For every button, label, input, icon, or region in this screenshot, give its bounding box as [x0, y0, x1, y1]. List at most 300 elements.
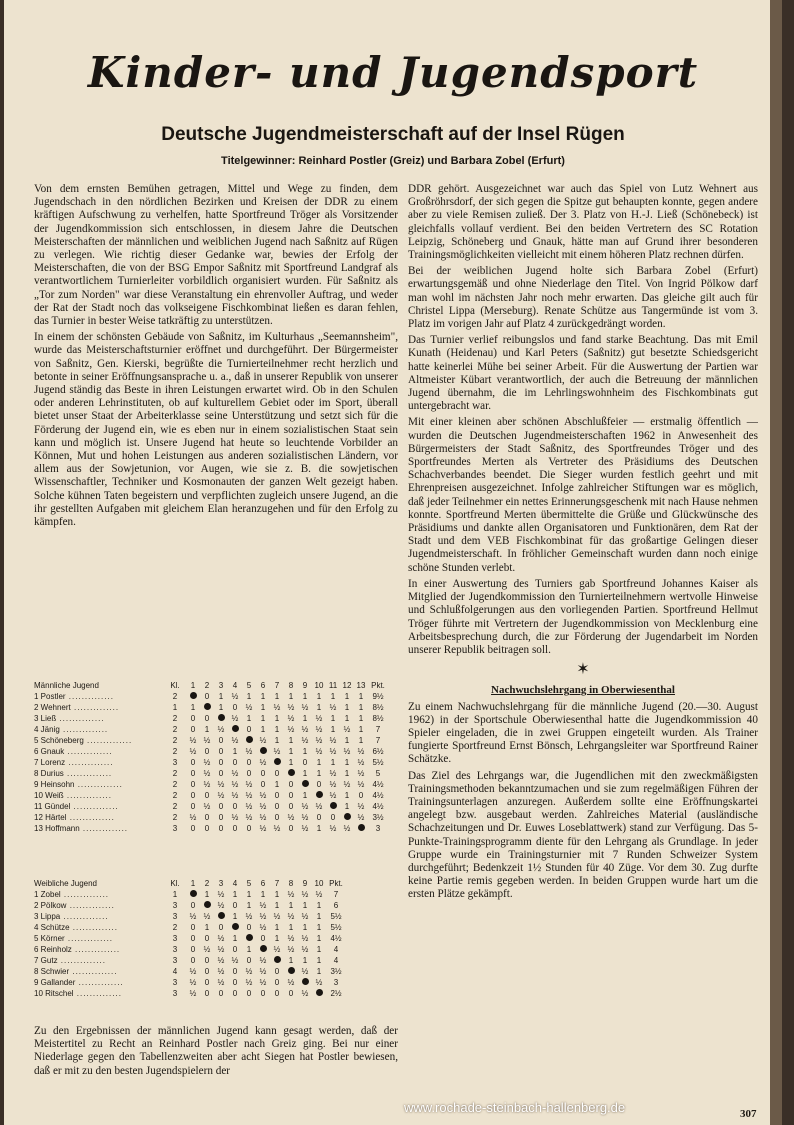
result-cell: 1 — [288, 758, 294, 767]
result-cell: ½ — [357, 780, 365, 789]
self-pairing-dot-icon — [274, 956, 281, 963]
table-row — [34, 944, 346, 955]
leader-dots: .............. — [56, 714, 105, 723]
result-cell: 0 — [288, 791, 294, 800]
result-cell: 0 — [288, 824, 294, 833]
result-cell: 1 — [232, 890, 238, 899]
column-header: 12 — [342, 681, 352, 690]
result-cell: 1 — [274, 780, 280, 789]
result-cell: 0 — [274, 791, 280, 800]
result-cell: 0 — [190, 945, 196, 954]
result-cell: 1 — [316, 934, 322, 943]
self-pairing-dot-icon — [260, 945, 267, 952]
player-name-cell: 5 Körner .............. — [34, 934, 114, 943]
column-header: 2 — [204, 681, 210, 690]
column-header: 1 — [190, 879, 196, 888]
result-cell — [284, 966, 298, 977]
left-bottom-text — [34, 1025, 398, 1081]
result-cell: ½ — [329, 703, 337, 712]
male-results-table — [34, 680, 388, 834]
result-cell: 1 — [302, 791, 308, 800]
result-cell: 1 — [288, 692, 294, 701]
table-header-row — [34, 878, 346, 889]
result-cell: 0 — [204, 824, 210, 833]
result-cell: ½ — [357, 813, 365, 822]
result-cell: ½ — [259, 923, 267, 932]
result-cell: 0 — [246, 758, 252, 767]
result-cell: 1 — [260, 692, 266, 701]
result-cell: ½ — [301, 989, 309, 998]
result-cell: ½ — [245, 747, 253, 756]
player-name-cell: 9 Heinsohn .............. — [34, 780, 123, 789]
result-cell: ½ — [245, 780, 253, 789]
paragraph: Mit einer kleinen aber schönen Abschlußfeier — erstmalig öffentlich — wurden die Deutschen Jugendmeisterschaften 1962 in Anwesenheit des Bürgermeisters der Stadt Saßnitz, des Sportfreundes Tröger und des Sportfreundes Merten als Vertreter des Präsidiums des Deutschen Schachverbandes beendet. Die Sieger wurden festlich geehrt und mit Ehrenpreisen ausgezeichnet. Infolge zahlreicher Stiftungen war es möglich, daß jeder Teilnehmer ein nettes Erinnerungsgeschenk mit nach Hause nehmen konnte. Sportfreund Merten übermittelte die Grüße und Glückwünsche des Präsidiums und dankte allen Organisatoren und Funktionären, dem Rat der Stadt und dem VEB Fischkombinat für das großartige Gelingen dieser Jugendmeisterschaft. In fröhlicher Gemeinschaft wurden dann noch einige schöne Stunden verlebt. — [408, 416, 758, 574]
result-cell: ½ — [329, 824, 337, 833]
result-cell: 1 — [316, 923, 322, 932]
player-name-cell: 4 Jänig .............. — [34, 725, 109, 734]
result-cell: 1 — [316, 703, 322, 712]
result-cell: 4 — [172, 967, 178, 976]
result-cell: 0 — [246, 725, 252, 734]
result-cell: 1 — [218, 703, 224, 712]
result-cell: 1 — [358, 703, 364, 712]
result-cell: 0 — [358, 791, 364, 800]
result-cell: ½ — [245, 978, 253, 987]
paragraph: In einem der schönsten Gebäude von Saßnitz, im Kulturhaus „Seemannsheim", wurde das Meisterschaftsturnier eröffnet und durchgeführt. Der Bürgermeister von Saßnitz, Gen. Kierski, begrüßte die Turnierteilnehmer recht herzlich und betonte in seiner Eröffnungsansprache u. a., daß in unserer Republik von unserer Jugend ständig das Beste in ihren Leistungen erwartet wird. Ob in den Schulen oder anderen Lehrinstituten, ob auf kulturellem Gebiet oder im Sport, überall bietet unser Staat der Arbeiterklasse seine Unterstützung und setzt sich für die Förderung der Jugend ein, wie es eben nur in einem sozialistischen Staat sein kann und möglich ist. Unsere Jugend hat heute so leuchtende Vorbilder an Können, Mut und hohen Leistungen aus anderen sozialistischen Ländern, vor allem aus der Sowjetunion, vor Augen, wie sie z. B. die sowjetischen Wissenschaftler, Techniker und Kosmonauten der ganzen Welt gezeigt haben. Solche kühnen Taten begeistern und verpflichten zugleich unsere Jugend, an die ihr gestellten Aufgaben mit gleichem Elan heranzugehen und für den Erfolg zu kämpfen. — [34, 331, 398, 529]
result-cell: 0 — [232, 989, 238, 998]
column-header: Kl. — [170, 681, 180, 690]
player-name-cell: 1 Postler .............. — [34, 692, 114, 701]
result-cell: ½ — [315, 747, 323, 756]
result-cell: 0 — [316, 813, 322, 822]
result-cell: ½ — [343, 780, 351, 789]
result-cell: ½ — [245, 967, 253, 976]
result-cell: ½ — [273, 703, 281, 712]
player-name-cell: 5 Schöneberg .............. — [34, 736, 133, 745]
result-cell: ½ — [287, 703, 295, 712]
leader-dots: .............. — [74, 780, 123, 789]
player-name-cell: 13 Hoffmann .............. — [34, 824, 129, 833]
column-header: 3 — [218, 681, 224, 690]
table-row — [34, 757, 388, 768]
result-cell: ½ — [329, 791, 337, 800]
result-cell: 0 — [302, 758, 308, 767]
column-header: 8 — [288, 879, 294, 888]
section-banner: Kinder- und Jugendsport — [87, 48, 699, 97]
self-pairing-dot-icon — [302, 780, 309, 787]
result-cell: ½ — [189, 912, 197, 921]
result-cell: ½ — [203, 912, 211, 921]
player-name-cell: 6 Gnauk .............. — [34, 747, 113, 756]
result-cell: ½ — [259, 967, 267, 976]
result-cell: ½ — [231, 736, 239, 745]
result-cell: 1 — [232, 747, 238, 756]
result-cell — [228, 724, 242, 735]
result-cell: ½ — [231, 692, 239, 701]
result-cell: ½ — [301, 824, 309, 833]
result-cell: 0 — [232, 901, 238, 910]
leader-dots: .............. — [63, 791, 112, 800]
table-row — [34, 735, 388, 746]
result-cell: 0 — [190, 956, 196, 965]
player-name-cell: 9 Gallander .............. — [34, 978, 124, 987]
result-cell: 1 — [316, 912, 322, 921]
page-number: 307 — [740, 1108, 757, 1120]
leader-dots: .............. — [60, 890, 110, 899]
result-cell: ½ — [315, 725, 323, 734]
result-cell: ½ — [329, 769, 337, 778]
result-cell: ½ — [287, 978, 295, 987]
player-name-cell: 10 Weiß .............. — [34, 791, 112, 800]
column-header: 4 — [232, 681, 238, 690]
result-cell: 5½ — [330, 923, 342, 932]
result-cell: ½ — [203, 758, 211, 767]
table-row — [34, 746, 388, 757]
result-cell: ½ — [259, 824, 267, 833]
result-cell — [186, 889, 200, 900]
nachwuchs-heading: Nachwuchslehrgang in Oberwiesenthal — [491, 684, 675, 697]
result-cell: ½ — [301, 934, 309, 943]
result-cell — [312, 790, 326, 801]
result-cell: 1 — [302, 956, 308, 965]
result-cell: 0 — [260, 989, 266, 998]
leader-dots: .............. — [71, 945, 121, 954]
result-cell: 4½ — [372, 791, 384, 800]
player-name-cell: 2 Pölkow .............. — [34, 901, 115, 910]
table-row — [34, 977, 346, 988]
result-cell — [270, 955, 284, 966]
self-pairing-dot-icon — [288, 967, 295, 974]
result-cell: 2 — [172, 747, 178, 756]
result-cell: 1 — [260, 714, 266, 723]
self-pairing-dot-icon — [218, 714, 225, 721]
result-cell — [228, 922, 242, 933]
result-cell: 1 — [330, 714, 336, 723]
result-cell: 1 — [358, 725, 364, 734]
player-name-cell: 10 Ritschel .............. — [34, 989, 122, 998]
result-cell: ½ — [301, 703, 309, 712]
self-pairing-dot-icon — [204, 901, 211, 908]
result-cell: 1 — [288, 747, 294, 756]
player-name-cell: 2 Wehnert .............. — [34, 703, 120, 712]
table-row — [34, 691, 388, 702]
result-cell: ½ — [217, 725, 225, 734]
result-cell: 3 — [172, 945, 178, 954]
result-cell: 0 — [190, 758, 196, 767]
result-cell: ½ — [259, 956, 267, 965]
result-cell: 1 — [204, 890, 210, 899]
result-cell: 3½ — [372, 813, 384, 822]
self-pairing-dot-icon — [316, 791, 323, 798]
result-cell: 1 — [302, 901, 308, 910]
result-cell: 1 — [246, 692, 252, 701]
result-cell: ½ — [231, 791, 239, 800]
result-cell: 7 — [375, 725, 381, 734]
result-cell: ½ — [287, 725, 295, 734]
paragraph: Das Ziel des Lehrgangs war, die Jugendlichen mit den zweckmäßigsten Trainingsmethoden bekanntzumachen und sie zum regelmäßigen Führen der Trainingsunterlagen anzuregen. Außerdem sollte eine Eröffnungskartei angelegt bzw. ausgebaut werden. Zahlreiches Material (ausländische Schachzeitungen und Dr. Euwes Loseblattwerk) stand zur Verfügung. Das 5-Punkte-Trainingsprogramm diente für den Lehrgang als Grundlage. In jeder Gruppe wurde ein Trainingsturnier mit 7 Runden Schweizer System durchgeführt; Bedenkzeit 1½ Stunden für 40 Züge. Vor dem 30. Zug durfte keine Partie remis gegeben werden. In beiden Gruppen wurde hart um die ersten Plätze gekämpft. — [408, 769, 758, 901]
result-cell: 0 — [246, 956, 252, 965]
column-header: Weibliche Jugend — [34, 879, 98, 888]
result-cell: 0 — [190, 934, 196, 943]
player-name-cell: 8 Durius .............. — [34, 769, 113, 778]
result-cell: 2 — [172, 769, 178, 778]
result-cell: 1 — [246, 890, 252, 899]
leader-dots: .............. — [79, 824, 129, 833]
leader-dots: .............. — [69, 967, 118, 976]
result-cell: 2 — [172, 923, 178, 932]
self-pairing-dot-icon — [218, 912, 225, 919]
column-header: 5 — [246, 879, 252, 888]
result-cell: 0 — [204, 714, 210, 723]
result-cell: 2 — [172, 736, 178, 745]
table-row — [34, 955, 346, 966]
table-row — [34, 713, 388, 724]
leader-dots: .............. — [59, 725, 109, 734]
table-row — [34, 801, 388, 812]
result-cell: 0 — [190, 725, 196, 734]
result-cell: 0 — [218, 824, 224, 833]
column-header: 3 — [218, 879, 224, 888]
result-cell: ½ — [259, 758, 267, 767]
leader-dots: .............. — [69, 923, 118, 932]
player-name-cell: 3 Ließ .............. — [34, 714, 105, 723]
result-cell: 7 — [333, 890, 339, 899]
result-cell: 1 — [172, 703, 178, 712]
result-cell: 1 — [172, 890, 178, 899]
result-cell — [312, 988, 326, 999]
result-cell: 0 — [190, 769, 196, 778]
column-header: 7 — [274, 879, 280, 888]
result-cell: ½ — [217, 956, 225, 965]
result-cell: 1 — [316, 824, 322, 833]
result-cell — [284, 768, 298, 779]
leader-dots: .............. — [70, 703, 120, 712]
result-cell: 1 — [344, 714, 350, 723]
leader-dots: .............. — [73, 989, 122, 998]
paragraph: Das Turnier verlief reibungslos und fand starke Beachtung. Das mit Emil Kunath (Heidenau) und Karl Peters (Saßnitz) gut besetzte Schiedsgericht hatte keinerlei Mühe bei seiner Arbeit. Für die Auswertung der Partien war Altmeister Kübart verantwortlich, der auch die Betreuung der männlichen Jugend übernahm, die im Lehrlingswohnheim des Fischkombinats gut untergebracht war. — [408, 334, 758, 413]
result-cell: ½ — [259, 813, 267, 822]
result-cell: 0 — [218, 736, 224, 745]
result-cell: ½ — [301, 725, 309, 734]
column-header: 6 — [260, 681, 266, 690]
result-cell: ½ — [301, 736, 309, 745]
column-header: 10 — [314, 879, 324, 888]
result-cell: ½ — [315, 714, 323, 723]
result-cell: 1 — [274, 725, 280, 734]
result-cell: ½ — [259, 791, 267, 800]
table-row — [34, 988, 346, 999]
result-cell: 1 — [260, 890, 266, 899]
result-cell: 2 — [172, 791, 178, 800]
table-row — [34, 779, 388, 790]
table-row — [34, 823, 388, 834]
result-cell: 0 — [260, 769, 266, 778]
result-cell: 1 — [204, 923, 210, 932]
result-cell: 1 — [316, 967, 322, 976]
result-cell: 0 — [274, 769, 280, 778]
result-cell: 1 — [344, 791, 350, 800]
result-cell: 0 — [232, 802, 238, 811]
result-cell: 0 — [232, 824, 238, 833]
result-cell: 3 — [333, 978, 339, 987]
result-cell: 2½ — [330, 989, 342, 998]
result-cell: ½ — [301, 945, 309, 954]
result-cell: 1 — [358, 736, 364, 745]
leader-dots: .............. — [83, 736, 133, 745]
result-cell: 4 — [333, 956, 339, 965]
self-pairing-dot-icon — [246, 736, 253, 743]
result-cell: 0 — [274, 978, 280, 987]
result-cell: ½ — [217, 978, 225, 987]
result-cell: 0 — [232, 967, 238, 976]
paragraph: Von dem ernsten Bemühen getragen, Mittel und Wege zu finden, dem Jugendschach in den nördlichen Bezirken und Kreisen der DDR zu einem kräftigen Aufschwung zu verhelfen, hatte Sportfreund Tröger als Vorsitzender der Jugendkommission sich entschlossen, in diesem Jahre die Deutschen Meisterschaften der männlichen und weiblichen Jugend nach Saßnitz auf Rügen zu verlegen. Wie richtig dieser Gedanke war, bewies der Erfolg der Meisterschaften, die von der BSG Empor Saßnitz mit Sportfreund Landgraf als verantwortlichem Turnierleiter vorbildlich organisiert wurden. Für Saßnitz als „Tor zum Norden" war diese Veranstaltung ein ehrenvoller Auftrag, und weder der Rat der Stadt noch das volkseigene Fischkombinat ließen es daran fehlen, das Turnier in bester Weise tatkräftig zu unterstützen. — [34, 183, 398, 328]
result-cell: 1 — [274, 714, 280, 723]
result-cell: ½ — [231, 769, 239, 778]
result-cell — [340, 812, 354, 823]
result-cell: 0 — [204, 692, 210, 701]
result-cell: 0 — [204, 978, 210, 987]
article-headline: Deutsche Jugendmeisterschaft auf der Insel Rügen — [161, 124, 625, 145]
result-cell: 3 — [172, 901, 178, 910]
result-cell: ½ — [189, 813, 197, 822]
result-cell: 1 — [358, 714, 364, 723]
result-cell: 0 — [204, 956, 210, 965]
leader-dots: .............. — [65, 758, 114, 767]
result-cell: ½ — [203, 780, 211, 789]
result-cell: 1 — [344, 769, 350, 778]
result-cell: 1 — [302, 692, 308, 701]
result-cell: ½ — [203, 945, 211, 954]
result-cell: ½ — [259, 802, 267, 811]
result-cell: ½ — [259, 978, 267, 987]
result-cell: 0 — [204, 791, 210, 800]
self-pairing-dot-icon — [232, 725, 239, 732]
result-cell: 1 — [344, 758, 350, 767]
result-cell: ½ — [259, 912, 267, 921]
leader-dots: .............. — [63, 769, 113, 778]
result-cell: 6 — [333, 901, 339, 910]
result-cell: ½ — [273, 824, 281, 833]
paragraph: DDR gehört. Ausgezeichnet war auch das Spiel von Lutz Wehnert aus Großröhrsdorf, der sich gegen die Spitze gut behaupten konnte, gegen andere aber zu viele Remisen zuließ. Der 3. Platz von H.-J. Ließ (Schönebeck) ist gleichfalls vollauf verdient. Bei den beiden Vertretern des SC Rotation Leipzig, Schöneberg und Gnauk, hätte man auf Grund ihrer besonderen Trainingsmöglichkeiten vielleicht mit einem höheren Platz rechnen dürfen. — [408, 183, 758, 262]
left-column — [34, 183, 398, 532]
result-cell: 0 — [246, 989, 252, 998]
result-cell — [242, 933, 256, 944]
result-cell: ½ — [301, 890, 309, 899]
result-cell: 8½ — [372, 703, 384, 712]
player-name-cell: 7 Gutz .............. — [34, 956, 106, 965]
result-cell: 1 — [246, 901, 252, 910]
result-cell: ½ — [287, 714, 295, 723]
result-cell: 0 — [232, 758, 238, 767]
result-cell: 3 — [172, 978, 178, 987]
table-row — [34, 889, 346, 900]
column-header: 2 — [204, 879, 210, 888]
result-cell: 1 — [274, 890, 280, 899]
self-pairing-dot-icon — [330, 802, 337, 809]
result-cell: 0 — [204, 934, 210, 943]
result-cell: ½ — [259, 736, 267, 745]
result-cell — [354, 823, 368, 834]
result-cell: ½ — [217, 934, 225, 943]
result-cell: 5 — [375, 769, 381, 778]
result-cell: 2 — [172, 802, 178, 811]
result-cell: 1 — [316, 692, 322, 701]
result-cell: 0 — [218, 758, 224, 767]
result-cell: ½ — [287, 912, 295, 921]
result-cell: ½ — [301, 912, 309, 921]
result-cell: 1 — [316, 956, 322, 965]
table-row — [34, 922, 346, 933]
result-cell: 4 — [333, 945, 339, 954]
self-pairing-dot-icon — [358, 824, 365, 831]
result-cell: ½ — [245, 791, 253, 800]
result-cell: 0 — [274, 813, 280, 822]
result-cell: 1 — [316, 769, 322, 778]
result-cell: ½ — [231, 714, 239, 723]
result-cell: 1 — [232, 934, 238, 943]
self-pairing-dot-icon — [204, 703, 211, 710]
result-cell — [200, 702, 214, 713]
result-cell: 1 — [344, 802, 350, 811]
column-header: 5 — [246, 681, 252, 690]
female-results-table — [34, 878, 346, 999]
result-cell: 2 — [172, 714, 178, 723]
column-header: 11 — [328, 681, 338, 690]
player-name-cell: 11 Gündel .............. — [34, 802, 119, 811]
table-row — [34, 933, 346, 944]
result-cell — [186, 691, 200, 702]
self-pairing-dot-icon — [274, 758, 281, 765]
result-cell: ½ — [217, 791, 225, 800]
result-cell: 0 — [288, 989, 294, 998]
player-name-cell: 12 Härtel .............. — [34, 813, 115, 822]
paragraph: Bei der weiblichen Jugend holte sich Barbara Zobel (Erfurt) erwartungsgemäß und ohne Niederlage den Titel. Von Ingrid Pölkow darf man wohl im nächsten Jahr noch mehr erwarten. Das gleiche gilt auch für Christel Lippa (Merseburg). Renate Schütze aus Tangermünde ist vom 3. Platz im vorigen Jahr auf Platz 4 zurückgedrängt worden. — [408, 265, 758, 331]
result-cell — [256, 746, 270, 757]
result-cell: 9½ — [372, 692, 384, 701]
result-cell: 0 — [204, 813, 210, 822]
result-cell: 1 — [274, 736, 280, 745]
result-cell: 0 — [190, 780, 196, 789]
result-cell: ½ — [329, 747, 337, 756]
player-name-cell: 8 Schwier .............. — [34, 967, 118, 976]
result-cell: 1 — [218, 692, 224, 701]
result-cell: ½ — [217, 780, 225, 789]
result-cell: 3 — [172, 758, 178, 767]
player-name-cell: 4 Schütze .............. — [34, 923, 118, 932]
result-cell — [256, 944, 270, 955]
player-name-cell: 1 Zobel .............. — [34, 890, 110, 899]
result-cell: 3 — [375, 824, 381, 833]
self-pairing-dot-icon — [302, 978, 309, 985]
column-header: 10 — [314, 681, 324, 690]
result-cell: 2 — [172, 813, 178, 822]
column-header: 8 — [288, 681, 294, 690]
result-cell — [200, 900, 214, 911]
result-cell: ½ — [189, 747, 197, 756]
table-row — [34, 812, 388, 823]
result-cell: 0 — [246, 769, 252, 778]
result-cell: 0 — [190, 923, 196, 932]
result-cell: 0 — [204, 989, 210, 998]
result-cell: 1 — [330, 725, 336, 734]
table-row — [34, 790, 388, 801]
result-cell: 0 — [190, 802, 196, 811]
column-header: 1 — [190, 681, 196, 690]
result-cell: 0 — [288, 780, 294, 789]
paragraph: In einer Auswertung des Turniers gab Sportfreund Johannes Kaiser als Mitglied der Jugendkommission den Turnierteilnehmern wertvolle Hinweise und Schlußfolgerungen aus den vorliegenden Partien. Sportfreund Hellmut Tröger führte mit Vertretern der Jugendkommission von Mecklenburg eine Arbeitsbesprechung durch, die zur Förderung der Jugendarbeit im Norden unserer Republik beitragen soll. — [408, 577, 758, 656]
result-cell: ½ — [189, 967, 197, 976]
self-pairing-dot-icon — [190, 692, 197, 699]
